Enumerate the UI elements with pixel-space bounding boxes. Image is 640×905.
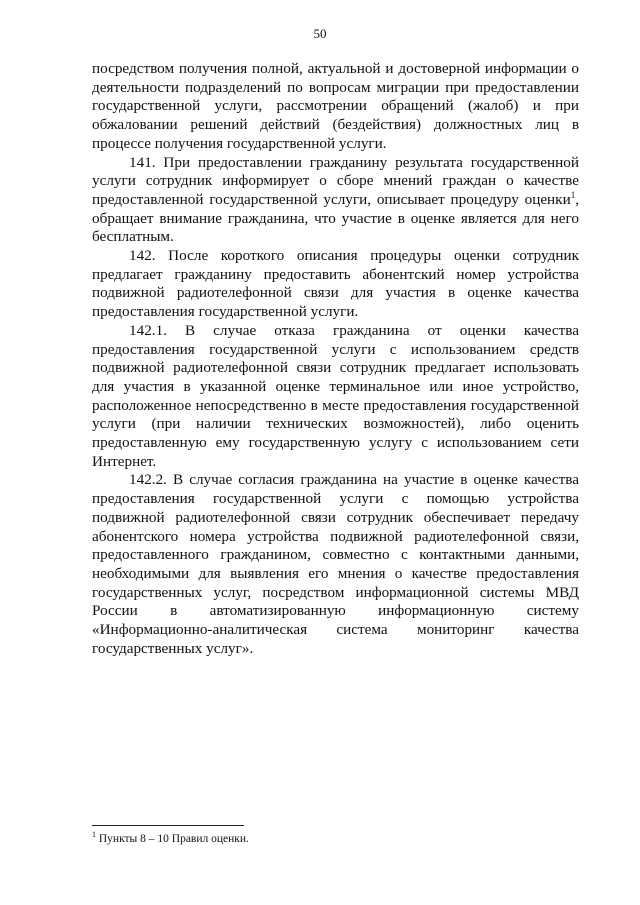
paragraph-141 <box>92 154 579 248</box>
paragraph-142-1: 142.1. В случае отказа гражданина от оценки качества предоставления государственной услуги с использованием средств подвижной радиотелефонной связи сотрудник предлагает использовать для участия в указанной оценке терминальное или иное устройство, расположенное непосредственно в месте предоставления государственной услуги (при наличии технических возможностей), либо оценить предоставленную ему государственную услугу с использованием сети Интернет. <box>92 321 579 470</box>
document-body <box>92 60 579 659</box>
footnote <box>92 830 249 845</box>
paragraph-141-text-after: , обращает внимание гражданина, что участие в оценке является для него бесплатным. <box>92 190 579 246</box>
page-number: 50 <box>313 26 327 41</box>
paragraph-141-text-before: 141. При предоставлении гражданину результата государственной услуги сотрудник информирует о сборе мнений граждан о качестве предоставленной государственной услуги, описывает процедуру оценки <box>92 153 579 208</box>
footnote-text: Пункты 8 – 10 Правил оценки. <box>96 833 249 845</box>
paragraph-142: 142. После короткого описания процедуры оценки сотрудник предлагает гражданину предоставить абонентский номер устройства подвижной радиотелефонной связи для участия в оценке качества предоставления государственной услуги. <box>92 247 579 321</box>
paragraph-142-2: 142.2. В случае согласия гражданина на участие в оценке качества предоставления государственной услуги с помощью устройства подвижной радиотелефонной связи сотрудник обеспечивает передачу абонентского номера устройства подвижной радиотелефонной связи, предоставленного гражданином, совместно с контактными данными, необходимыми для выявления его мнения о качестве предоставления государственных услуг, посредством информационной системы МВД России в автоматизированную информационную систему «Информационно-аналитическая система мониторинг качества государственных услуг». <box>92 471 579 657</box>
footnote-marker: 1 <box>92 830 96 840</box>
paragraph-continuation: посредством получения полной, актуальной и достоверной информации о деятельности подразделений по вопросам миграции при предоставлении государственной услуги, рассмотрении обращений (жалоб) и при обжаловании решений действий (бездействия) должностных лиц в процессе получения государственной услуги. <box>92 60 579 152</box>
footnote-divider <box>92 825 244 826</box>
footnote-reference: 1 <box>570 189 576 200</box>
